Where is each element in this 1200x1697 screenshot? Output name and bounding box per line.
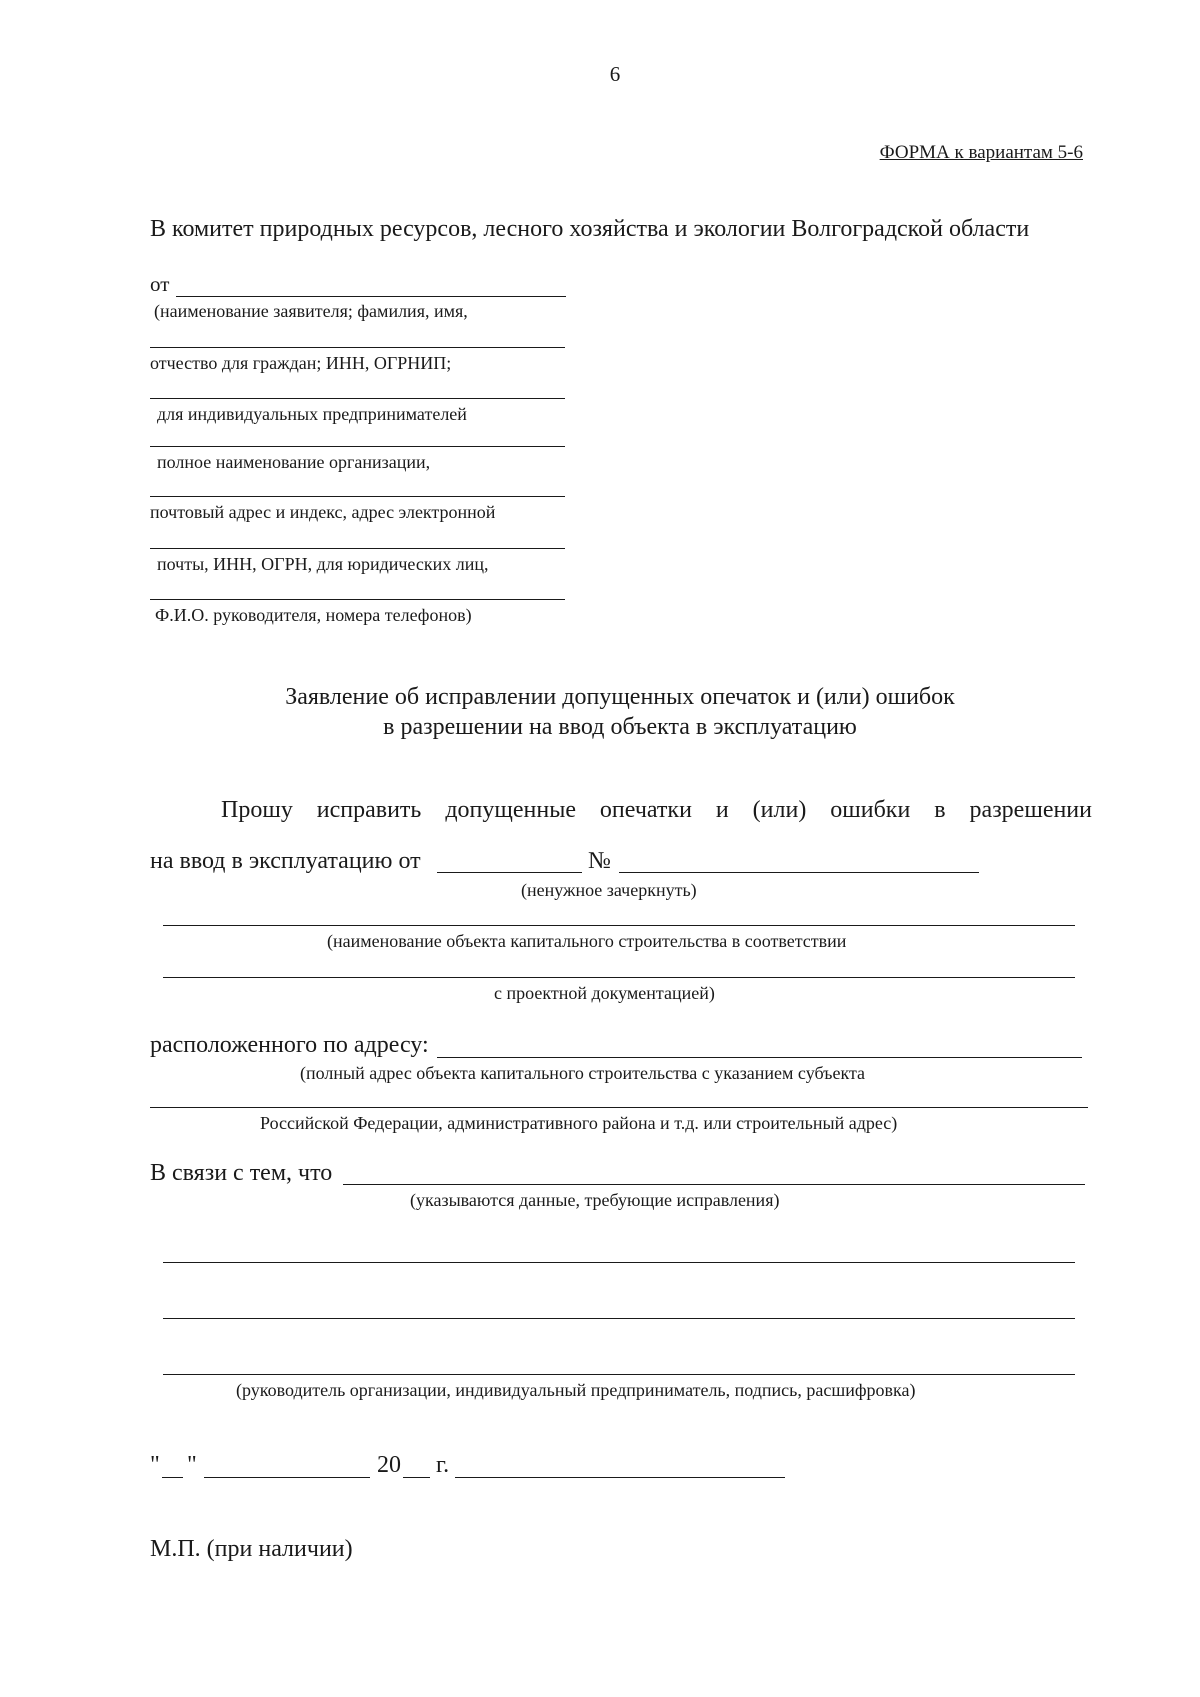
object-name-note-2: с проектной документацией) xyxy=(494,983,715,1003)
strike-note: (ненужное зачеркнуть) xyxy=(521,880,697,900)
applicant-field-line[interactable] xyxy=(150,398,565,399)
reason-label: В связи с тем, что xyxy=(150,1160,333,1186)
applicant-field-line[interactable] xyxy=(150,548,565,549)
applicant-note-1: (наименование заявителя; фамилия, имя, xyxy=(154,301,468,321)
applicant-note-3: для индивидуальных предпринимателей xyxy=(157,404,467,424)
page-number: 6 xyxy=(609,62,621,86)
seal-note: М.П. (при наличии) xyxy=(150,1536,353,1562)
address-field[interactable] xyxy=(150,1107,1088,1108)
applicant-field-line[interactable] xyxy=(150,347,565,348)
applicant-field-line[interactable] xyxy=(150,446,565,447)
from-label: от xyxy=(150,272,170,296)
document-title-line-1: Заявление об исправлении допущенных опечаток и (или) ошибок xyxy=(285,684,955,710)
year-prefix: 20 xyxy=(377,1452,401,1478)
year-suffix: г. xyxy=(436,1452,450,1478)
applicant-note-5: почтовый адрес и индекс, адрес электронной xyxy=(150,502,496,522)
applicant-field-line[interactable] xyxy=(150,496,565,497)
reason-note: (указываются данные, требующие исправления) xyxy=(410,1190,780,1210)
date-quote-open: " xyxy=(150,1452,160,1478)
reason-continuation-field[interactable] xyxy=(163,1262,1075,1263)
permit-prefix: на ввод в эксплуатацию от xyxy=(150,848,421,874)
request-line: Прошу исправить допущенные опечатки и (или) ошибки в разрешении xyxy=(221,797,1092,823)
reason-field[interactable] xyxy=(343,1184,1085,1185)
addressee-line: В комитет природных ресурсов, лесного хозяйства и экологии Волгоградской области xyxy=(150,216,1030,242)
day-field[interactable] xyxy=(162,1477,183,1478)
signature-field[interactable] xyxy=(163,1374,1075,1375)
applicant-field-line[interactable] xyxy=(176,296,566,297)
form-reference: ФОРМА к вариантам 5-6 xyxy=(879,142,1083,163)
address-note-2: Российской Федерации, административного района и т.д. или строительный адрес) xyxy=(260,1113,898,1133)
object-name-field[interactable] xyxy=(163,977,1075,978)
month-field[interactable] xyxy=(204,1477,370,1478)
permit-date-field[interactable] xyxy=(437,872,582,873)
document-title-line-2: в разрешении на ввод объекта в эксплуатацию xyxy=(383,714,857,740)
object-name-note-1: (наименование объекта капитального строительства в соответствии xyxy=(327,931,847,951)
applicant-note-2: отчество для граждан; ИНН, ОГРНИП; xyxy=(150,353,452,373)
object-name-field[interactable] xyxy=(163,925,1075,926)
permit-number-field[interactable] xyxy=(619,872,979,873)
year-field[interactable] xyxy=(403,1477,430,1478)
applicant-note-4: полное наименование организации, xyxy=(157,452,431,472)
reason-continuation-field[interactable] xyxy=(163,1318,1075,1319)
signature-note: (руководитель организации, индивидуальный предприниматель, подпись, расшифровка) xyxy=(236,1380,916,1400)
applicant-note-6: почты, ИНН, ОГРН, для юридических лиц, xyxy=(157,554,489,574)
address-label: расположенного по адресу: xyxy=(150,1032,429,1058)
address-field[interactable] xyxy=(437,1057,1082,1058)
date-signature-field[interactable] xyxy=(455,1477,785,1478)
number-sign: № xyxy=(588,848,611,874)
address-note-1: (полный адрес объекта капитального строительства с указанием субъекта xyxy=(300,1063,866,1083)
date-quote-close: " xyxy=(187,1452,197,1478)
applicant-field-line[interactable] xyxy=(150,599,565,600)
applicant-note-7: Ф.И.О. руководителя, номера телефонов) xyxy=(155,605,472,625)
